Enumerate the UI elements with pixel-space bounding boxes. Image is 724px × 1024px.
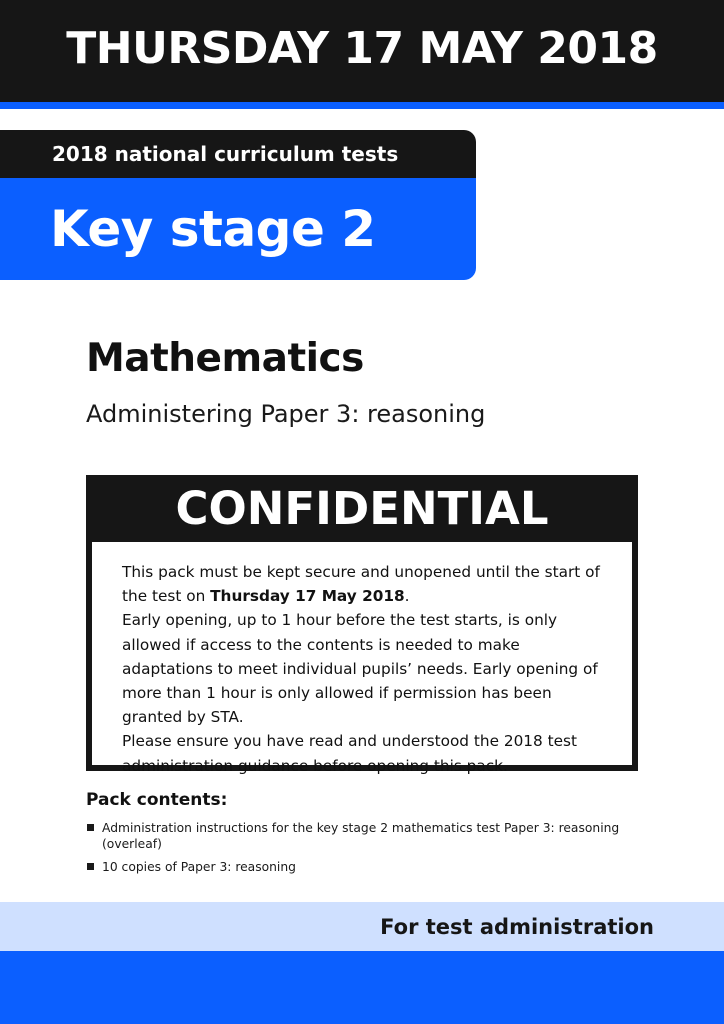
footer-blue-band [0,951,724,1024]
key-stage-title: Key stage 2 [0,178,476,280]
pack-contents-heading: Pack contents: [86,790,228,810]
paper-subtitle: Administering Paper 3: reasoning [86,400,486,428]
notice-paragraph-1 [122,560,608,608]
blue-rule [0,102,724,109]
administration-band [0,902,724,951]
notice-text: This pack must be kept secure and unopened until the start of the test on [122,563,600,606]
notice-paragraph-3: Please ensure you have read and understood the 2018 test administration guidance before opening this pack. [122,732,578,775]
confidential-notice [92,542,632,775]
subject-title: Mathematics [86,336,364,381]
list-item [86,820,626,852]
notice-punct: . [404,587,410,606]
key-stage-box [0,130,476,280]
square-bullet-icon [87,824,94,831]
date-banner [0,0,724,102]
list-item-text: Administration instructions for the key stage 2 mathematics test Paper 3: reasoning (overleaf) [102,821,620,851]
list-item [86,859,626,875]
notice-paragraph-2: Early opening, up to 1 hour before the test starts, is only allowed if access to the contents is needed to make adaptations to meet individual pupils’ needs. Early opening of more than 1 hour is only allowed if permission has been granted by STA. [122,611,598,727]
test-series-label: 2018 national curriculum tests [0,130,476,178]
pack-contents-list [86,820,626,882]
notice-date: Thursday 17 May 2018 [210,587,405,606]
list-item-text: 10 copies of Paper 3: reasoning [102,860,296,874]
administration-label: For test administration [380,914,654,939]
confidential-title: CONFIDENTIAL [175,482,549,535]
square-bullet-icon [87,863,94,870]
confidential-box [86,475,638,775]
test-date: THURSDAY 17 MAY 2018 [66,22,658,74]
